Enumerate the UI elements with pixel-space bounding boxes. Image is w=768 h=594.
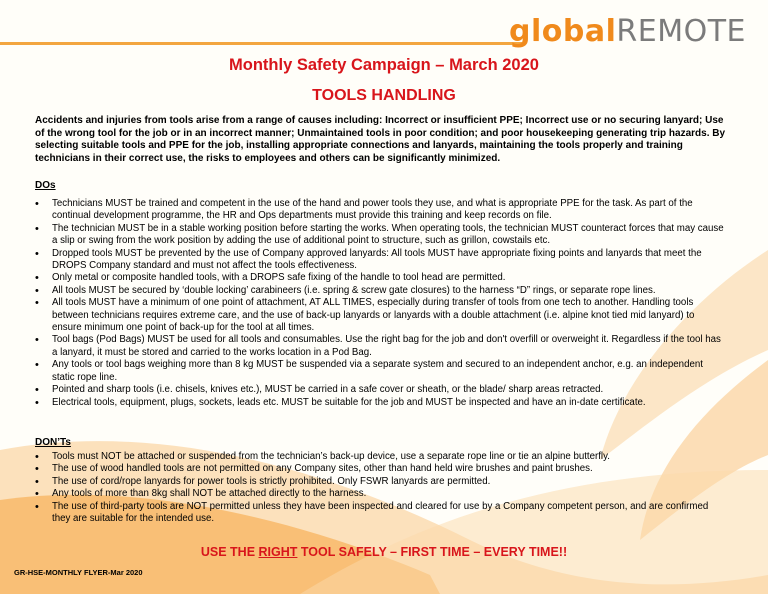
logo-part-global: global — [509, 14, 617, 49]
dos-list — [35, 198, 725, 409]
list-item: • The technician MUST be in a stable working position before starting the works. When operating tools, the technician MUST counteract forces that may cause a slip or swing from the work position by adding the use of additional point to structure, such as grillon, cowstails etc. — [35, 223, 725, 248]
slogan-emphasis: RIGHT — [258, 545, 298, 559]
list-item: • Tool bags (Pod Bags) MUST be used for all tools and consumables. Use the right bag for the job and don't overfill or overweight it. Regardless if the tool has a lanyard, it must be stored and carried to the works location in a Pod Bag. — [35, 334, 725, 359]
list-item: • The use of wood handled tools are not permitted on any Company sites, other than hand held wire brushes and paint brushes. — [35, 463, 725, 475]
list-item: • Any tools of more than 8kg shall NOT be attached directly to the harness. — [35, 488, 725, 500]
logo-part-remote: REMOTE — [616, 14, 746, 49]
page-subtitle: TOOLS HANDLING — [312, 87, 456, 104]
list-item: • The use of cord/rope lanyards for power tools is strictly prohibited. Only FSWR lanyards are permitted. — [35, 476, 725, 488]
donts-heading: DON’Ts — [35, 437, 71, 448]
list-item: • Dropped tools MUST be prevented by the use of Company approved lanyards: All tools MUST have appropriate fixing points and lanyards that meet the DROPS Company standard and must not affect the tools effectiveness. — [35, 248, 725, 273]
list-item: • Technicians MUST be trained and competent in the use of the hand and power tools they use, and what is appropriate PPE for the task. As part of the continual development programme, the HR and Ops departments must provide this training and keep records on file. — [35, 198, 725, 223]
list-item: • Any tools or tool bags weighing more than 8 kg MUST be suspended via a separate system and secured to an independent anchor, e.g. an independent static rope line. — [35, 359, 725, 384]
list-item: • Only metal or composite handled tools, with a DROPS safe fixing of the handle to tool head are permitted. — [35, 272, 725, 284]
list-item: • All tools MUST have a minimum of one point of attachment, AT ALL TIMES, especially during transfer of tools from one tech to another. Handling tools between technicians requires extreme care, and the use of back-up lanyards or lanyards with a double attachment (i.e. alpine knot tied mid lanyard) to ensure minimum one point of back-up for the tool at all times. — [35, 297, 725, 334]
page-title: Monthly Safety Campaign – March 2020 — [229, 56, 539, 74]
slogan-end: TOOL SAFELY – FIRST TIME – EVERY TIME!! — [297, 545, 568, 559]
donts-list — [35, 451, 725, 525]
document-code: GR-HSE-MONTHLY FLYER-Mar 2020 — [14, 568, 143, 577]
intro-paragraph: Accidents and injuries from tools arise from a range of causes including: Incorrect or insufficient PPE; Incorrect use or no securing lanyard; Use of the wrong tool for the job or in an incorrect manner; Unmaintained tools in poor condition; and poor housekeeping generating trip hazards. By selecting suitable tools and PPE for the job, installing appropriate connections and lanyards, maintaining the tools properly and training technicians in their correct use, the risks to employees and others can be significantly minimized. — [35, 115, 726, 164]
list-item: • All tools MUST be secured by ‘double locking’ carabineers (i.e. spring & screw gate closures) to the harness “D” rings, or separate rope lines. — [35, 285, 725, 297]
list-item: • The use of third-party tools are NOT permitted unless they have been inspected and cleared for use by a Company competent person, and are confirmed they are suitable for the intended use. — [35, 501, 725, 526]
safety-slogan — [0, 545, 768, 559]
slogan-start: USE THE — [200, 545, 259, 559]
list-item: • Electrical tools, equipment, plugs, sockets, leads etc. MUST be suitable for the job and MUST be inspected and have an in-date certificate. — [35, 397, 725, 409]
list-item: • Tools must NOT be attached or suspended from the technician’s back-up device, use a separate rope line or tie an alpine butterfly. — [35, 451, 725, 463]
dos-heading: DOs — [35, 180, 56, 191]
global-remote-logo — [509, 14, 746, 50]
header-rule — [0, 42, 522, 45]
list-item: • Pointed and sharp tools (i.e. chisels, knives etc.), MUST be carried in a safe cover or sheath, or the blade/ sharp areas retracted. — [35, 384, 725, 396]
